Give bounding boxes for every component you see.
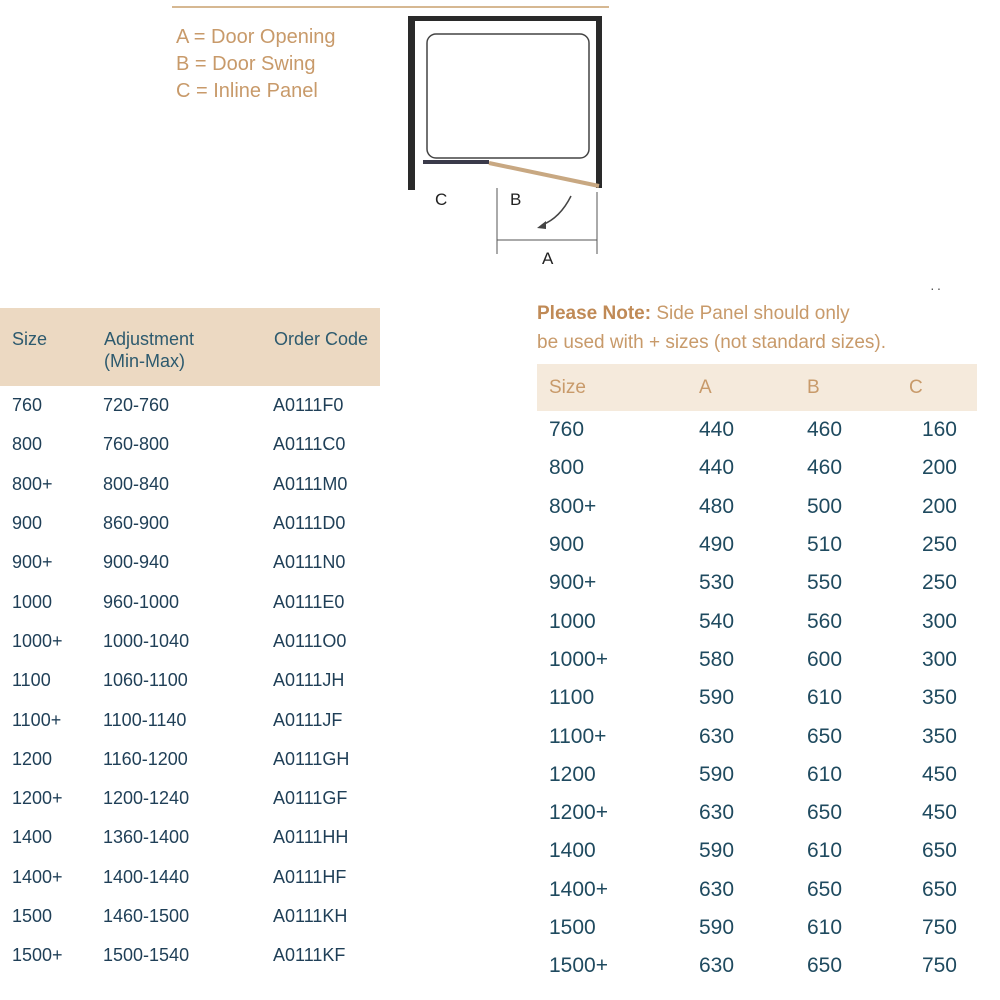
- table-row: [0, 465, 380, 504]
- cell-b: 610: [807, 839, 843, 863]
- dimensions-table: [537, 364, 977, 985]
- cell-a: 480: [699, 494, 735, 518]
- cell-order-code: A0111GF: [273, 788, 348, 809]
- cell-size: 1500: [12, 906, 53, 926]
- table-row: [0, 504, 380, 543]
- cell-c: 300: [921, 609, 957, 633]
- table-row: [537, 411, 977, 449]
- cell-adjustment: 800-840: [103, 473, 170, 494]
- top-wall: [415, 16, 596, 21]
- table-row: [0, 936, 380, 975]
- cell-adjustment: 1160-1200: [103, 748, 188, 769]
- cell-size: 1000: [549, 609, 596, 633]
- shower-tray: [427, 34, 589, 158]
- cell-size: 1400+: [12, 866, 63, 887]
- cell-b: 460: [807, 456, 843, 480]
- cell-b: 560: [807, 609, 843, 633]
- label-a: A: [542, 249, 554, 268]
- cell-order-code: A0111HH: [273, 827, 349, 848]
- cell-a: 540: [699, 609, 735, 633]
- cell-adjustment: 1360-1400: [103, 827, 190, 848]
- table-row: [0, 386, 380, 425]
- cell-order-code: A0111GH: [273, 748, 350, 769]
- table-row: [537, 526, 977, 564]
- cell-adjustment: 860-900: [103, 513, 170, 534]
- cell-adjustment: 1400-1440: [103, 866, 190, 887]
- cell-order-code: A0111JH: [273, 670, 345, 691]
- table-row: [0, 779, 380, 818]
- cell-c: 350: [921, 686, 957, 710]
- cell-adjustment: 1500-1540: [103, 945, 190, 966]
- cell-size: 1100: [12, 670, 51, 691]
- swing-arrow: [542, 196, 571, 225]
- cell-size: 800+: [12, 473, 53, 494]
- order-code-table: [0, 308, 380, 975]
- cell-adjustment: 900-940: [103, 552, 170, 573]
- cell-order-code: A0111M0: [273, 473, 348, 494]
- cell-c: 750: [921, 916, 957, 939]
- cell-size: 900+: [12, 552, 53, 573]
- cell-size: 1100: [549, 686, 595, 710]
- cell-a: 530: [699, 571, 735, 595]
- cell-size: 900+: [549, 571, 597, 595]
- table-row: [0, 740, 380, 779]
- legend: [176, 24, 336, 105]
- table-row: [537, 602, 977, 640]
- cell-b: 460: [807, 418, 843, 442]
- cell-b: 610: [807, 686, 843, 710]
- cell-adjustment: 1060-1100: [103, 670, 188, 691]
- header-c: C: [909, 364, 977, 411]
- header-b: B: [807, 364, 909, 411]
- cell-a: 630: [699, 724, 735, 748]
- header-size: Size: [537, 364, 699, 411]
- cell-size: 800: [12, 434, 43, 455]
- table-row: [0, 543, 380, 582]
- label-b: B: [510, 190, 522, 209]
- cell-a: 440: [699, 418, 735, 442]
- cell-size: 1500+: [12, 945, 63, 966]
- cell-a: 590: [699, 762, 735, 786]
- cell-order-code: A0111N0: [273, 552, 346, 573]
- table-header-row: [0, 308, 380, 386]
- table-row: [0, 661, 380, 700]
- cell-a: 630: [699, 877, 735, 901]
- cell-a: 590: [699, 839, 735, 863]
- table-header-row: [537, 364, 977, 411]
- table-row: [537, 909, 977, 947]
- table-row: [537, 832, 977, 870]
- cell-c: 450: [921, 762, 957, 786]
- label-c: C: [435, 190, 448, 209]
- cell-adjustment: 1100-1140: [103, 709, 187, 730]
- table-row: [537, 449, 977, 487]
- note-line1: Side Panel should only: [656, 303, 850, 324]
- table-row: [537, 641, 977, 679]
- legend-door-swing: B = Door Swing: [176, 53, 316, 75]
- cell-size: 1100+: [549, 724, 607, 748]
- right-wall: [596, 16, 602, 188]
- table-row: [537, 488, 977, 526]
- cell-order-code: A0111F0: [273, 395, 344, 416]
- legend-door-opening: A = Door Opening: [176, 26, 336, 48]
- cell-adjustment: 720-760: [103, 395, 170, 416]
- cell-b: 650: [807, 877, 843, 901]
- cell-size: 1200: [12, 748, 53, 769]
- cell-size: 800+: [549, 494, 597, 518]
- cell-c: 160: [921, 418, 957, 442]
- note-line2: be used with + sizes (not standard sizes).: [537, 332, 887, 353]
- header-size: Size: [0, 308, 103, 386]
- table-row: [537, 756, 977, 794]
- cell-b: 650: [807, 801, 843, 825]
- cell-b: 550: [807, 571, 843, 595]
- cell-size: 1200+: [549, 801, 608, 825]
- cell-c: 200: [921, 494, 957, 518]
- table-row: [0, 700, 380, 739]
- table-row: [537, 564, 977, 602]
- cell-order-code: A0111JF: [273, 709, 343, 730]
- table-row: [537, 794, 977, 832]
- cell-size: 800: [549, 456, 585, 480]
- side-panel-note: [537, 299, 886, 357]
- cell-order-code: A0111KF: [273, 945, 346, 966]
- cell-c: 200: [921, 456, 957, 480]
- table-row: [0, 425, 380, 464]
- cell-order-code: A0111HF: [273, 866, 347, 887]
- cell-a: 590: [699, 916, 735, 939]
- shower-plan-svg: [405, 14, 605, 274]
- cell-size: 1200: [549, 762, 596, 786]
- cell-order-code: A0111O0: [273, 630, 347, 651]
- cell-c: 250: [921, 533, 957, 557]
- table-row: [0, 582, 380, 621]
- cell-size: 1500: [549, 916, 596, 939]
- table-row: [537, 679, 977, 717]
- cell-c: 350: [921, 724, 957, 748]
- cell-c: 650: [921, 877, 957, 901]
- header-adjustment-label: Adjustment: [104, 329, 195, 349]
- cell-adjustment: 760-800: [103, 434, 170, 455]
- note-bold: Please Note:: [537, 303, 652, 324]
- cell-size: 1000+: [549, 647, 608, 671]
- cell-a: 440: [699, 456, 735, 480]
- cell-size: 900: [12, 513, 43, 534]
- cell-size: 1000: [12, 591, 53, 612]
- cell-b: 650: [807, 724, 843, 748]
- header-a: A: [699, 364, 807, 411]
- cell-size: 1100+: [12, 709, 62, 730]
- cell-c: 250: [921, 571, 957, 595]
- table-row: [537, 717, 977, 755]
- cell-size: 900: [549, 533, 585, 557]
- cell-size: 760: [549, 418, 585, 442]
- cell-b: 650: [807, 954, 843, 978]
- cell-c: 450: [921, 801, 957, 825]
- cell-adjustment: 1000-1040: [103, 630, 190, 651]
- left-wall: [408, 16, 415, 190]
- header-adjustment-range: (Min-Max): [104, 351, 185, 371]
- cell-order-code: A0111KH: [273, 906, 348, 926]
- cell-size: 1500+: [549, 954, 608, 978]
- table-row: [537, 947, 977, 985]
- door-swing-line: [489, 163, 599, 186]
- cell-c: 650: [921, 839, 957, 863]
- cell-b: 610: [807, 762, 843, 786]
- cell-size: 1400: [12, 827, 53, 848]
- header-adjustment: [103, 308, 273, 386]
- shower-diagram: [405, 14, 605, 274]
- table-row: [0, 818, 380, 857]
- cell-size: 1200+: [12, 788, 63, 809]
- cell-a: 590: [699, 686, 735, 710]
- table-row: [0, 897, 380, 936]
- cell-order-code: A0111E0: [273, 591, 345, 612]
- cell-adjustment: 1200-1240: [103, 788, 190, 809]
- cell-b: 600: [807, 647, 843, 671]
- cell-size: 1400: [549, 839, 596, 863]
- cell-a: 490: [699, 533, 735, 557]
- header-order-code: Order Code: [273, 308, 380, 386]
- decorative-dots: ··: [930, 280, 944, 296]
- cell-a: 580: [699, 647, 735, 671]
- cell-a: 630: [699, 954, 735, 978]
- cell-size: 760: [12, 395, 43, 416]
- cell-c: 750: [921, 954, 957, 978]
- cell-b: 610: [807, 916, 843, 939]
- cell-size: 1400+: [549, 877, 608, 901]
- cell-order-code: A0111D0: [273, 513, 346, 534]
- cell-b: 500: [807, 494, 843, 518]
- table-row: [0, 858, 380, 897]
- cell-a: 630: [699, 801, 735, 825]
- cell-adjustment: 1460-1500: [103, 906, 190, 926]
- table-row: [0, 622, 380, 661]
- legend-inline-panel: C = Inline Panel: [176, 80, 318, 102]
- inline-panel: [423, 160, 489, 164]
- cell-size: 1000+: [12, 630, 63, 651]
- swing-arrowhead: [537, 221, 546, 229]
- top-rule: [172, 6, 609, 8]
- table-row: [537, 871, 977, 909]
- cell-order-code: A0111C0: [273, 434, 346, 455]
- cell-b: 510: [807, 533, 843, 557]
- cell-c: 300: [921, 647, 957, 671]
- cell-adjustment: 960-1000: [103, 591, 180, 612]
